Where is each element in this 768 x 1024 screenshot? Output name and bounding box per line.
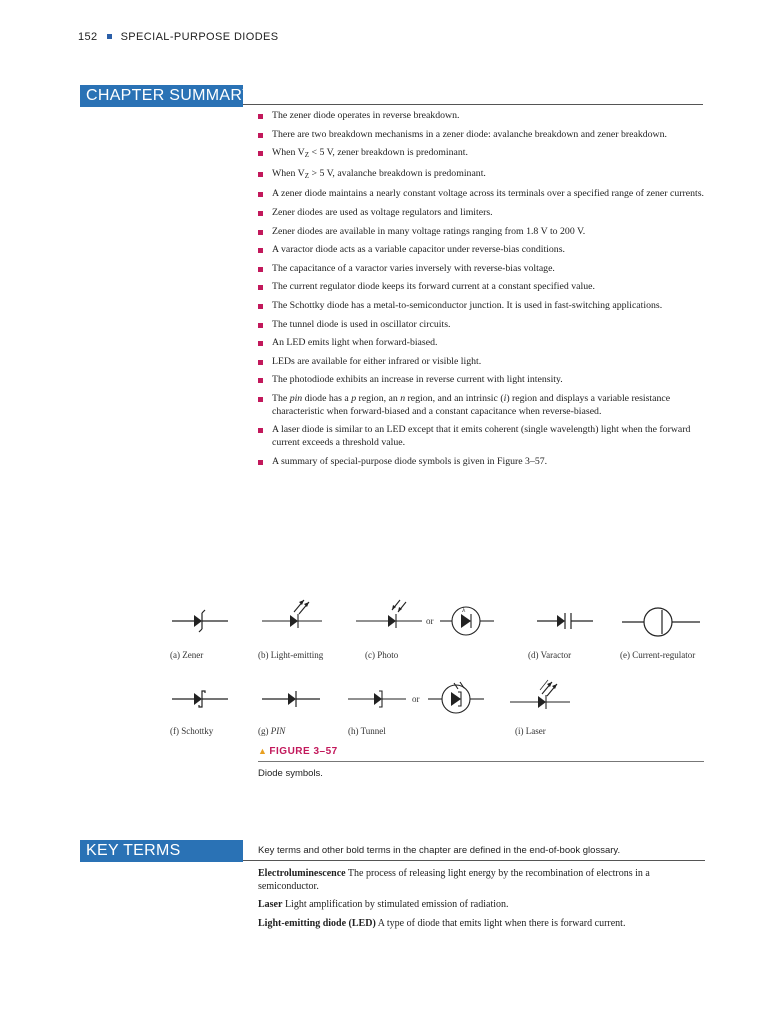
figure-description: Diode symbols. xyxy=(258,768,323,779)
caption-varactor: (d) Varactor xyxy=(528,650,572,660)
lambda-label: λ xyxy=(462,606,466,614)
key-term: Light-emitting diode (LED) xyxy=(258,917,376,929)
caption-photo: (c) Photo xyxy=(365,650,399,660)
header-square-icon xyxy=(107,34,112,39)
zener-diode-symbol xyxy=(170,606,230,636)
laser-diode-symbol xyxy=(510,676,570,716)
key-terms-list xyxy=(258,868,708,936)
key-terms-rule xyxy=(243,860,705,861)
summary-item: LEDs are available for either infrared or visible light. xyxy=(258,356,704,369)
caption-laser: (i) Laser xyxy=(515,726,546,736)
caption-schottky: (f) Schottky xyxy=(170,726,214,736)
triangle-icon: ▲ xyxy=(258,746,268,756)
led-symbol xyxy=(262,590,322,636)
figure-rule xyxy=(258,761,704,762)
summary-item: The photodiode exhibits an increase in reverse current with light intensity. xyxy=(258,374,704,387)
caption-pin: (g) PIN xyxy=(258,726,286,736)
tunnel-diode-symbol xyxy=(348,680,498,720)
key-terms-heading: KEY TERMS xyxy=(80,840,243,862)
running-header xyxy=(78,31,279,43)
or-label: or xyxy=(412,694,420,704)
caption-zener: (a) Zener xyxy=(170,650,204,660)
summary-item: A varactor diode acts as a variable capacitor under reverse-bias conditions. xyxy=(258,244,704,257)
key-term-definition: A type of diode that emits light when there is forward current. xyxy=(377,917,626,929)
summary-item: The Schottky diode has a metal-to-semiconductor junction. It is used in fast-switching applications. xyxy=(258,300,704,313)
chapter-summary-heading: CHAPTER SUMMARY xyxy=(80,85,243,107)
summary-item: Zener diodes are available in many voltage ratings ranging from 1.8 V to 200 V. xyxy=(258,226,704,239)
figure-label: ▲ FIGURE 3–57 xyxy=(258,746,338,757)
summary-item: There are two breakdown mechanisms in a zener diode: avalanche breakdown and zener breakdown. xyxy=(258,129,704,142)
summary-item: The zener diode operates in reverse breakdown. xyxy=(258,110,704,123)
key-term-definition: The process of releasing light energy by the recombination of electrons in a semiconductor. xyxy=(258,868,650,892)
summary-item: An LED emits light when forward-biased. xyxy=(258,337,704,350)
key-term: Laser xyxy=(258,899,283,910)
current-regulator-symbol xyxy=(620,604,702,640)
summary-item: When $V_Z < 5$ V, zener breakdown is predominant. xyxy=(258,147,704,162)
photodiode-symbol xyxy=(356,590,496,636)
or-label: or xyxy=(426,616,434,626)
summary-rule xyxy=(243,104,703,105)
caption-current-regulator: (e) Current-regulator xyxy=(620,650,696,660)
page-number: 152 xyxy=(78,31,98,43)
caption-led: (b) Light-emitting xyxy=(258,650,324,660)
key-term-definition: Light amplification by stimulated emission of radiation. xyxy=(284,899,509,910)
key-term-entry xyxy=(258,899,708,912)
schottky-diode-symbol xyxy=(170,684,230,714)
summary-item: When $V_Z > 5$ V, avalanche breakdown is predominant. xyxy=(258,168,704,183)
summary-list xyxy=(258,110,704,474)
summary-item: The tunnel diode is used in oscillator circuits. xyxy=(258,319,704,332)
summary-item: The capacitance of a varactor varies inversely with reverse-bias voltage. xyxy=(258,263,704,276)
summary-item: A summary of special-purpose diode symbols is given in Figure 3–57. xyxy=(258,456,704,469)
summary-item: The current regulator diode keeps its forward current at a constant specified value. xyxy=(258,281,704,294)
varactor-symbol xyxy=(535,606,595,636)
key-term-entry xyxy=(258,868,708,893)
summary-item: Zener diodes are used as voltage regulators and limiters. xyxy=(258,207,704,220)
key-term: Electroluminescence xyxy=(258,868,346,879)
summary-item: A laser diode is similar to an LED except that it emits coherent (single wavelength) light when the forward current exceeds a threshold value. xyxy=(258,424,704,450)
caption-tunnel: (h) Tunnel xyxy=(348,726,386,736)
section-title: SPECIAL-PURPOSE DIODES xyxy=(120,31,279,43)
summary-item: A zener diode maintains a nearly constant voltage across its terminals over a specified range of zener currents. xyxy=(258,188,704,201)
key-terms-intro: Key terms and other bold terms in the chapter are defined in the end-of-book glossary. xyxy=(258,845,621,856)
summary-item: The pin diode has a p region, an n region, and an intrinsic (i) region and displays a variable resistance characteristic when forward-biased and a constant capacitance when reverse-biased. xyxy=(258,393,704,419)
key-term-entry xyxy=(258,918,708,931)
pin-diode-symbol xyxy=(262,684,322,714)
